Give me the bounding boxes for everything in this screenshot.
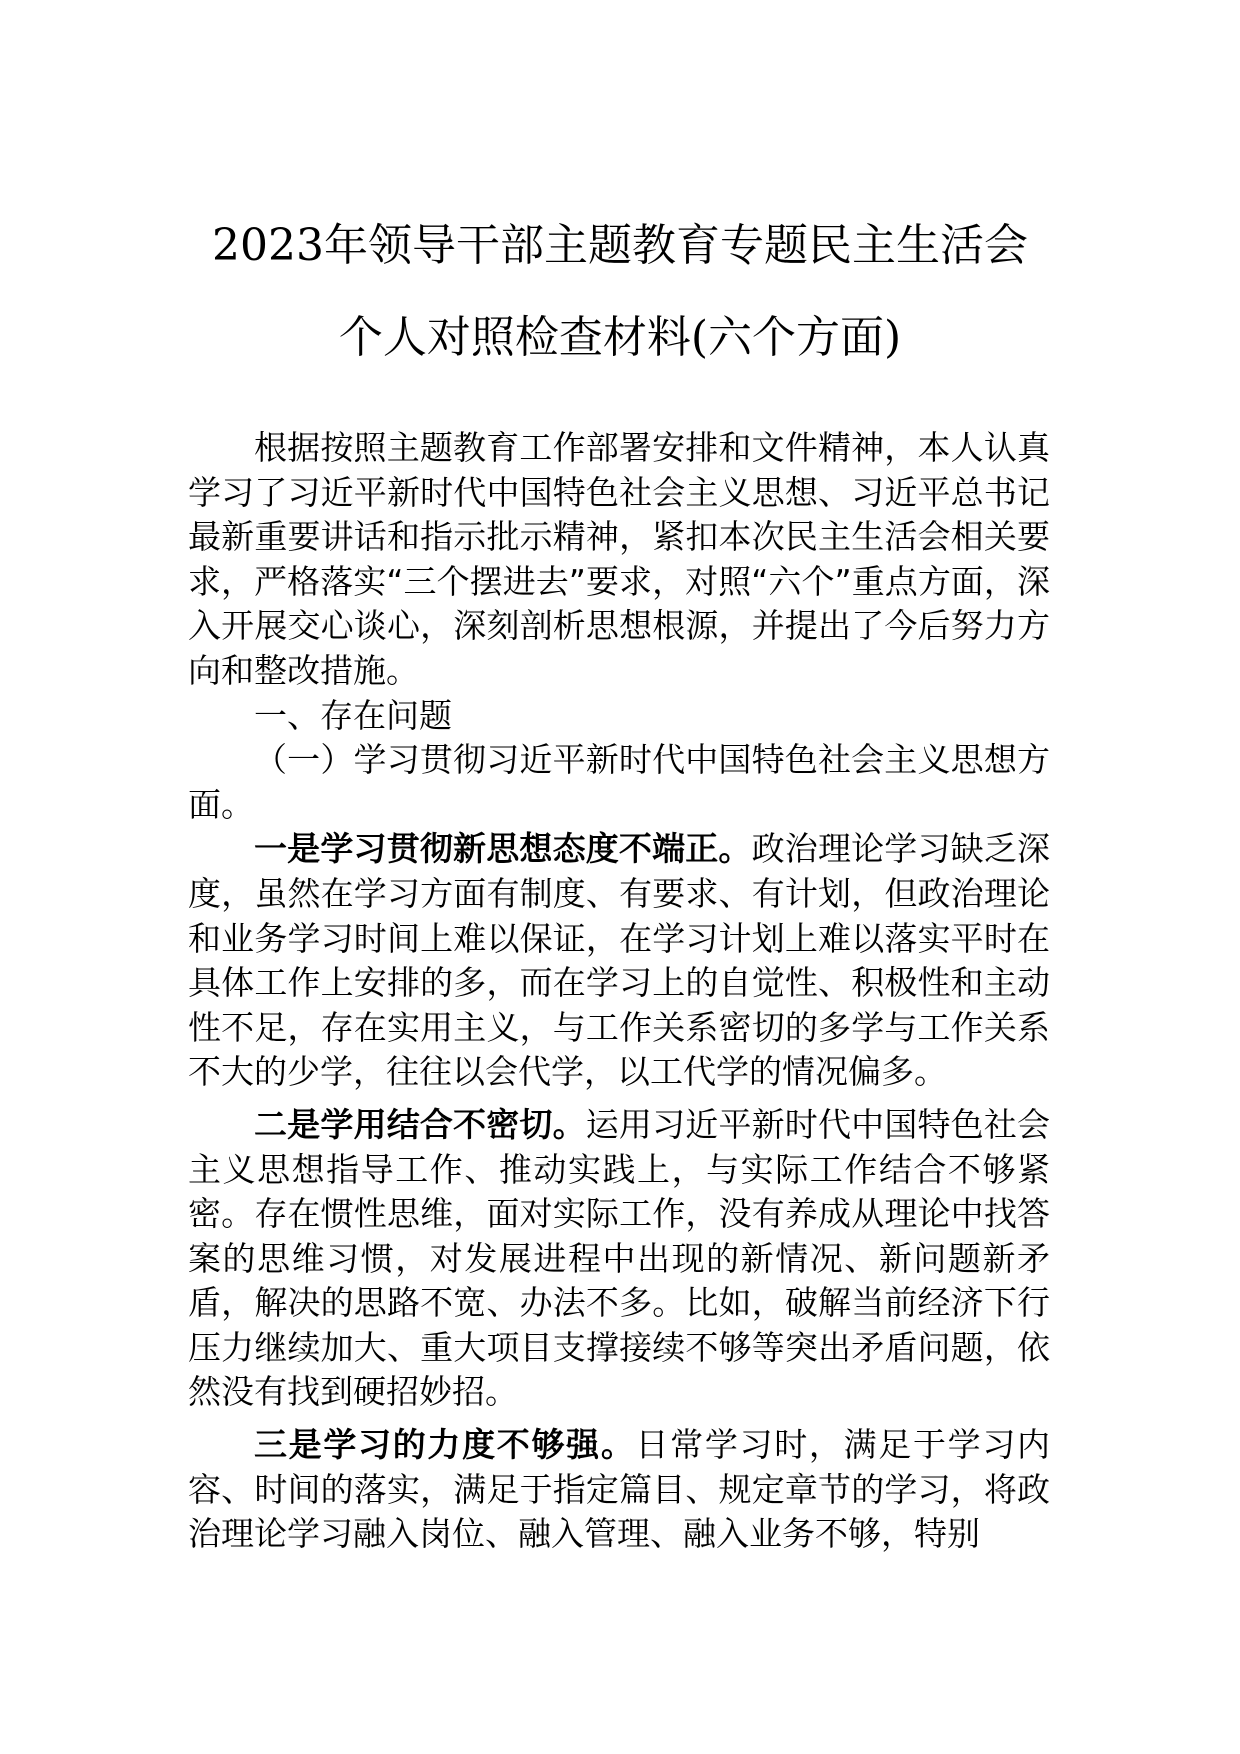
intro-paragraph: 根据按照主题教育工作部署安排和文件精神，本人认真学习了习近平新时代中国特色社会主义思想、习近平总书记最新重要讲话和指示批示精神，紧扣本次民主生活会相关要求，严格落实“三个摆进去”要求，对照“六个”重点方面，深入开展交心谈心，深刻剖析思想根源，并提出了今后努力方向和整改措施。 — [188, 428, 1050, 690]
document-body — [188, 426, 1050, 1557]
document-title-line-2: 个人对照检查材料(六个方面) — [338, 312, 902, 363]
point-paragraph — [188, 827, 1050, 1095]
point-lead: 一是学习贯彻新思想态度不端正。 — [254, 829, 752, 869]
point-text: 政治理论学习缺乏深度，虽然在学习方面有制度、有要求、有计划，但政治理论和业务学习时间上难以保证，在学习计划上难以落实平时在具体工作上安排的多，而在学习上的自觉性、积极性和主动性不足，存在实用主义，与工作关系密切的多学与工作关系不大的少学，往往以会代学，以工代学的情况偏多。 — [188, 829, 1051, 1092]
point-lead: 三是学习的力度不够强。 — [254, 1425, 636, 1465]
point-text: 运用习近平新时代中国特色社会主义思想指导工作、推动实践上，与实际工作结合不够紧密。存在惯性思维，面对实际工作，没有养成从理论中找答案的思维习惯，对发展进程中出现的新情况、新问题新矛盾，解决的思路不宽、办法不多。比如，破解当前经济下行压力继续加大、重大项目支撑接续不够等突出矛盾问题，依然没有找到硬招妙招。 — [188, 1104, 1051, 1412]
document-title-line-1: 2023年领导干部主题教育专题民主生活会 — [212, 220, 1028, 271]
point-text: 日常学习时，满足于学习内容、时间的落实，满足于指定篇目、规定章节的学习，将政治理论学习融入岗位、融入管理、融入业务不够，特别 — [188, 1425, 1051, 1554]
section-heading: 一、存在问题 — [254, 695, 452, 735]
subsection-heading: （一）学习贯彻习近平新时代中国特色社会主义思想方面。 — [188, 740, 1050, 824]
point-paragraph — [188, 1103, 1050, 1415]
point-lead: 二是学用结合不密切。 — [254, 1104, 586, 1144]
point-paragraph — [188, 1423, 1050, 1557]
